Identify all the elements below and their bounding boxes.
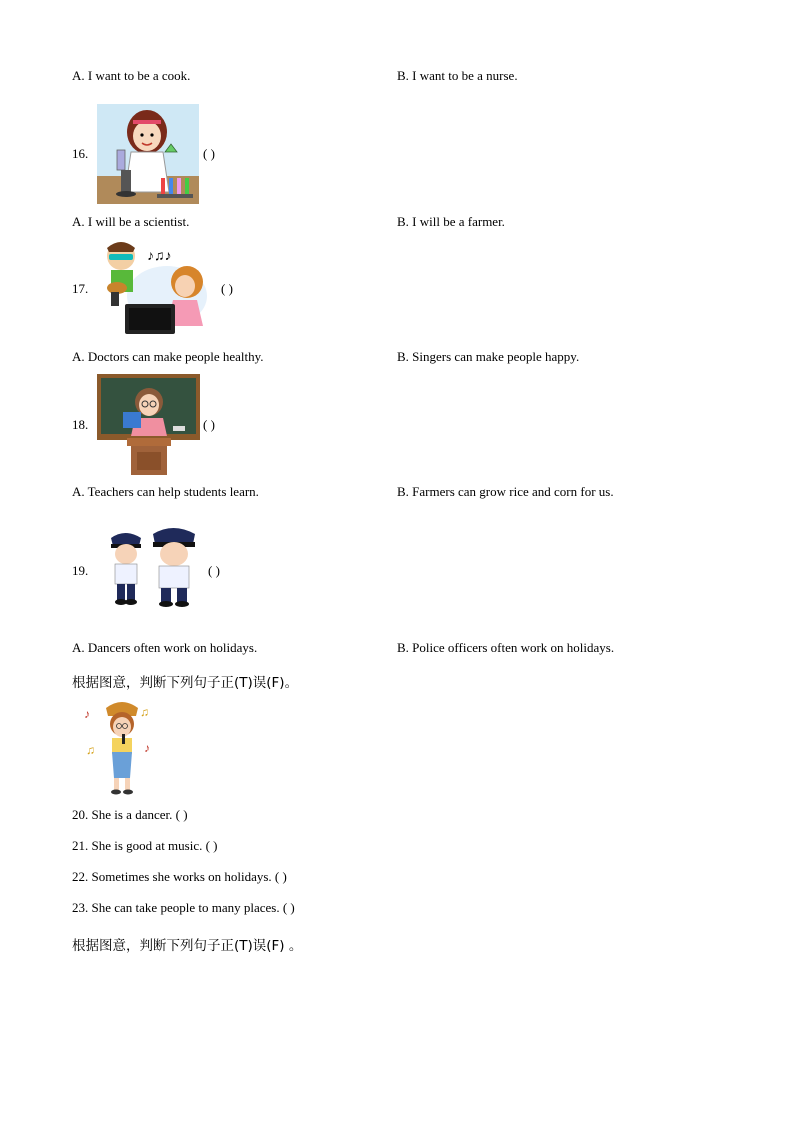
q19-option-b: B. Police officers often work on holidays.	[397, 640, 615, 655]
statement-23: 23. She can take people to many places. ( )	[72, 900, 295, 915]
svg-text:♪: ♪	[84, 707, 90, 721]
statement-22: 22. Sometimes she works on holidays. ( )	[72, 869, 287, 884]
q18-option-a: A. Teachers can help students learn.	[72, 484, 259, 499]
statement-21: 21. She is good at music. ( )	[72, 838, 218, 853]
section-instruction: 根据图意，判断下列句子正(T)误(F)。	[72, 675, 299, 691]
q18-number: 18.	[72, 417, 89, 432]
q19-answer-blank[interactable]: ( )	[208, 563, 220, 578]
scientist-girl-illustration	[97, 104, 199, 204]
q17-option-a: A. Doctors can make people healthy.	[72, 349, 264, 364]
section-instruction-2: 根据图意，判断下列句子正(T)误(F) 。	[72, 938, 303, 954]
q15-option-a: A. I want to be a cook.	[72, 68, 191, 83]
teacher-illustration	[97, 374, 200, 475]
svg-text:♫: ♫	[86, 743, 95, 757]
statement-20: 20. She is a dancer. ( )	[72, 807, 188, 822]
singer-girl-illustration	[84, 698, 160, 798]
q17-option-b: B. Singers can make people happy.	[397, 349, 580, 364]
q19-number: 19.	[72, 563, 89, 578]
police-officers-illustration	[97, 526, 205, 608]
q16-number: 16.	[72, 146, 89, 161]
q16-option-a: A. I will be a scientist.	[72, 214, 190, 229]
svg-text:♪♫♪: ♪♫♪	[147, 249, 172, 264]
singers-illustration	[97, 238, 217, 338]
q17-answer-blank[interactable]: ( )	[221, 281, 233, 296]
q18-answer-blank[interactable]: ( )	[203, 417, 215, 432]
q15-option-b: B. I want to be a nurse.	[397, 68, 518, 83]
q16-option-b: B. I will be a farmer.	[397, 214, 505, 229]
q17-number: 17.	[72, 281, 89, 296]
q18-option-b: B. Farmers can grow rice and corn for us.	[397, 484, 614, 499]
q19-option-a: A. Dancers often work on holidays.	[72, 640, 258, 655]
svg-text:♪: ♪	[144, 741, 150, 755]
q16-answer-blank[interactable]: ( )	[203, 146, 215, 161]
svg-text:♫: ♫	[140, 705, 149, 719]
